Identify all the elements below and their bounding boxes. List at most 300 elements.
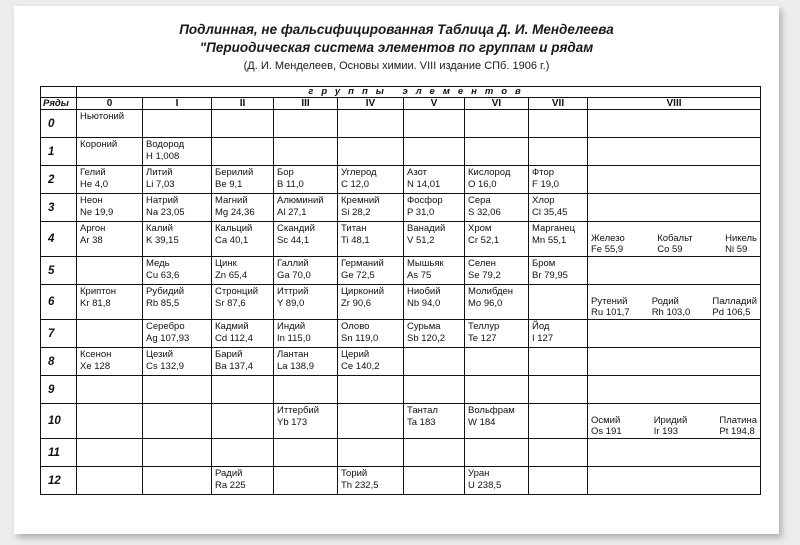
element-cell [404, 439, 465, 467]
element-entry [341, 258, 400, 281]
element-entry [654, 415, 688, 437]
title-line-1: Подлинная, не фальсифицированная Таблица Д. И. Менделеева [179, 22, 614, 37]
element-cell [529, 320, 588, 348]
element-entry [146, 286, 208, 309]
element-cell [212, 285, 274, 320]
element-symbol-weight: Ir 193 [653, 426, 679, 437]
element-cell [77, 320, 143, 348]
element-entry [468, 321, 525, 344]
element-name: Ванадий [407, 223, 446, 234]
element-cell [143, 166, 212, 194]
element-entry [468, 167, 525, 190]
element-cell [212, 320, 274, 348]
table-row [41, 138, 761, 166]
element-name: Рутений [591, 296, 628, 307]
element-cell [338, 439, 404, 467]
element-cell [212, 194, 274, 222]
element-cell [529, 194, 588, 222]
element-cell [77, 467, 143, 495]
element-name: Родий [651, 296, 679, 307]
element-entry [341, 167, 400, 190]
element-cell [338, 348, 404, 376]
element-name: Ниобий [407, 286, 441, 297]
element-cell [404, 110, 465, 138]
element-entry [277, 167, 334, 190]
element-symbol-weight: Y 89,0 [277, 297, 305, 309]
element-symbol-weight: Mo 96,0 [468, 297, 503, 309]
element-cell [77, 110, 143, 138]
element-symbol-weight: Cr 52,1 [468, 234, 500, 246]
element-cell [274, 348, 338, 376]
element-cell [465, 348, 529, 376]
element-symbol-weight: As 75 [407, 269, 432, 281]
element-name: Титан [341, 223, 367, 234]
element-entry [146, 258, 208, 281]
group-header: 0 [77, 98, 143, 110]
table-row [41, 348, 761, 376]
element-name: Калий [146, 223, 173, 234]
element-entry [468, 223, 525, 246]
group-header: V [404, 98, 465, 110]
group-header: VI [465, 98, 529, 110]
element-cell [77, 222, 143, 257]
table-row [41, 376, 761, 404]
element-cell [588, 110, 761, 138]
element-entry [341, 468, 400, 491]
element-name: Лантан [277, 349, 309, 360]
element-entry [341, 321, 400, 344]
element-symbol-weight: Cu 63,6 [146, 269, 180, 281]
element-cell [212, 376, 274, 404]
element-symbol-weight: Cl 35,45 [532, 206, 568, 218]
element-cell [588, 138, 761, 166]
element-cell [588, 194, 761, 222]
element-cell [212, 257, 274, 285]
row-number: 0 [41, 110, 77, 138]
element-symbol-weight: I 127 [532, 332, 554, 344]
corner-cell [41, 87, 77, 98]
element-entry [407, 405, 461, 428]
group-viii-triad [591, 223, 757, 255]
element-symbol-weight: Pd 106,5 [712, 307, 751, 318]
element-name: Серебро [146, 321, 185, 332]
element-cell [77, 439, 143, 467]
element-entry [80, 167, 139, 190]
element-symbol-weight: K 39,15 [146, 234, 179, 246]
element-name: Медь [146, 258, 170, 269]
element-entry [146, 321, 208, 344]
element-symbol-weight: In 115,0 [277, 332, 311, 344]
element-cell [77, 138, 143, 166]
element-symbol-weight: N 14,01 [407, 178, 441, 190]
element-entry [712, 296, 757, 318]
element-entry [80, 286, 139, 309]
element-symbol-weight: Nb 94,0 [407, 297, 441, 309]
element-cell [212, 166, 274, 194]
element-name: Торий [341, 468, 368, 479]
element-entry [215, 258, 270, 281]
element-cell [212, 404, 274, 439]
element-entry [532, 321, 584, 344]
element-symbol-weight: He 4,0 [80, 178, 108, 190]
element-symbol-weight: Ar 38 [80, 234, 103, 246]
element-cell [529, 439, 588, 467]
row-number: 8 [41, 348, 77, 376]
element-cell [404, 404, 465, 439]
table-row [41, 194, 761, 222]
element-name: Натрий [146, 195, 179, 206]
element-cell [338, 110, 404, 138]
element-entry [146, 167, 208, 190]
element-name: Кислород [468, 167, 511, 178]
group-header: I [143, 98, 212, 110]
element-cell [465, 285, 529, 320]
row-number: 12 [41, 467, 77, 495]
element-entry [532, 167, 584, 190]
element-cell [338, 404, 404, 439]
element-name: Иттербий [277, 405, 320, 416]
element-name: Короний [80, 139, 118, 150]
element-name: Цинк [215, 258, 237, 269]
element-entry [591, 296, 630, 318]
row-number: 9 [41, 376, 77, 404]
element-cell [338, 467, 404, 495]
element-entry [215, 286, 270, 309]
element-symbol-weight: Ba 137,4 [215, 360, 254, 372]
element-cell [465, 320, 529, 348]
element-cell [274, 467, 338, 495]
element-symbol-weight: Cs 132,9 [146, 360, 185, 372]
element-cell [143, 222, 212, 257]
element-symbol-weight: Br 79,95 [532, 269, 568, 281]
element-cell [465, 222, 529, 257]
groups-header-row [41, 87, 761, 98]
element-name: Берилий [215, 167, 254, 178]
element-cell [274, 376, 338, 404]
element-entry [725, 233, 757, 255]
element-name: Молибден [468, 286, 514, 297]
element-name: Индий [277, 321, 306, 332]
element-cell [404, 467, 465, 495]
element-entry [277, 286, 334, 309]
element-cell [143, 376, 212, 404]
element-name: Уран [468, 468, 490, 479]
element-entry [591, 233, 625, 255]
element-symbol-weight: Co 59 [657, 244, 683, 255]
element-name: Цезий [146, 349, 174, 360]
element-name: Ксенон [80, 349, 112, 360]
element-entry [468, 258, 525, 281]
element-name: Литий [146, 167, 173, 178]
row-number: 11 [41, 439, 77, 467]
element-symbol-weight: Ge 72,5 [341, 269, 375, 281]
element-entry [215, 321, 270, 344]
element-entry [146, 223, 208, 246]
element-entry [407, 258, 461, 281]
groups-label: группы элементов [77, 87, 761, 98]
row-number: 4 [41, 222, 77, 257]
element-symbol-weight: Pt 194,8 [719, 426, 755, 437]
element-name: Мышьяк [407, 258, 444, 269]
element-cell [143, 467, 212, 495]
element-cell [404, 257, 465, 285]
element-cell [143, 194, 212, 222]
element-entry [341, 349, 400, 372]
element-cell [212, 110, 274, 138]
element-entry [146, 349, 208, 372]
element-cell [529, 285, 588, 320]
group-header: II [212, 98, 274, 110]
element-cell [404, 166, 465, 194]
element-cell [338, 166, 404, 194]
element-cell [143, 320, 212, 348]
element-cell [588, 257, 761, 285]
table-row [41, 166, 761, 194]
element-symbol-weight: Sn 119,0 [341, 332, 379, 344]
element-entry [719, 415, 757, 437]
element-name: Аргон [80, 223, 106, 234]
element-cell [143, 439, 212, 467]
element-name: Тантал [407, 405, 438, 416]
element-name: Алюминий [277, 195, 324, 206]
element-name: Теллур [468, 321, 500, 332]
element-name: Водород [146, 139, 185, 150]
element-symbol-weight: Fe 55,9 [591, 244, 624, 255]
element-symbol-weight: Zn 65,4 [215, 269, 248, 281]
element-name: Марганец [532, 223, 576, 234]
element-cell [274, 222, 338, 257]
element-cell [465, 376, 529, 404]
element-cell [465, 194, 529, 222]
element-symbol-weight: Kr 81,8 [80, 297, 111, 309]
element-symbol-weight: Mn 55,1 [532, 234, 567, 246]
element-name: Рубидий [146, 286, 185, 297]
element-cell [588, 348, 761, 376]
element-name: Неон [80, 195, 103, 206]
element-cell [274, 257, 338, 285]
element-symbol-weight: Ag 107,93 [146, 332, 190, 344]
element-cell [404, 320, 465, 348]
element-symbol-weight: U 238,5 [468, 479, 502, 491]
table-row [41, 320, 761, 348]
element-entry [407, 321, 461, 344]
table-row [41, 439, 761, 467]
element-symbol-weight: W 184 [468, 416, 496, 428]
element-entry [277, 405, 334, 428]
element-cell [77, 285, 143, 320]
group-header: VIII [588, 98, 761, 110]
element-symbol-weight: O 16,0 [468, 178, 497, 190]
element-entry [146, 139, 208, 162]
row-number: 3 [41, 194, 77, 222]
element-cell [465, 439, 529, 467]
element-cell [404, 222, 465, 257]
element-symbol-weight: Xe 128 [80, 360, 111, 372]
element-entry [407, 223, 461, 246]
element-cell [77, 404, 143, 439]
element-name: Никель [725, 233, 757, 244]
element-cell [529, 257, 588, 285]
element-entry [407, 286, 461, 309]
element-name: Магний [215, 195, 248, 206]
element-entry [277, 349, 334, 372]
element-symbol-weight: Na 23,05 [146, 206, 185, 218]
element-name: Кобальт [657, 233, 693, 244]
element-symbol-weight: Th 232,5 [341, 479, 379, 491]
element-cell [404, 194, 465, 222]
element-cell [588, 467, 761, 495]
element-symbol-weight: Al 27,1 [277, 206, 307, 218]
element-symbol-weight: H 1,008 [146, 150, 180, 162]
element-entry [146, 195, 208, 218]
element-name: Бром [532, 258, 556, 269]
element-symbol-weight: Sr 87,6 [215, 297, 246, 309]
element-cell [77, 348, 143, 376]
element-cell [338, 376, 404, 404]
element-cell [274, 166, 338, 194]
element-cell [588, 439, 761, 467]
element-entry [468, 405, 525, 428]
element-cell [338, 257, 404, 285]
element-cell [274, 194, 338, 222]
element-name: Галлий [277, 258, 309, 269]
element-name: Криптон [80, 286, 117, 297]
element-entry [591, 415, 622, 437]
element-cell [338, 194, 404, 222]
rows-label: Ряды [41, 98, 77, 110]
element-symbol-weight: Ne 19,9 [80, 206, 114, 218]
element-name: Радий [215, 468, 243, 479]
element-name: Азот [407, 167, 428, 178]
table-row [41, 404, 761, 439]
element-name: Вольфрам [468, 405, 515, 416]
element-entry [341, 286, 400, 309]
table-row [41, 467, 761, 495]
element-symbol-weight: V 51,2 [407, 234, 435, 246]
element-name: Бор [277, 167, 294, 178]
element-name: Хлор [532, 195, 555, 206]
element-symbol-weight: Ta 183 [407, 416, 436, 428]
element-cell [588, 222, 761, 257]
element-cell [338, 320, 404, 348]
element-cell [212, 348, 274, 376]
element-name: Селен [468, 258, 496, 269]
element-cell [77, 194, 143, 222]
element-name: Иридий [653, 415, 688, 426]
element-name: Стронций [215, 286, 259, 297]
group-viii-triad [591, 405, 757, 437]
element-name: Осмий [591, 415, 621, 426]
element-symbol-weight: Zr 90,6 [341, 297, 372, 309]
element-cell [143, 404, 212, 439]
element-symbol-weight: F 19,0 [532, 178, 559, 190]
element-entry [277, 195, 334, 218]
element-symbol-weight: Ni 59 [725, 244, 748, 255]
element-entry [532, 195, 584, 218]
element-entry [215, 223, 270, 246]
row-number: 6 [41, 285, 77, 320]
element-cell [465, 166, 529, 194]
element-entry [80, 111, 139, 123]
element-cell [529, 110, 588, 138]
element-name: Кадмий [215, 321, 249, 332]
element-name: Хром [468, 223, 492, 234]
element-entry [657, 233, 692, 255]
element-entry [277, 321, 334, 344]
element-name: Фтор [532, 167, 555, 178]
group-header: III [274, 98, 338, 110]
element-cell [588, 166, 761, 194]
element-cell [77, 166, 143, 194]
element-cell [529, 404, 588, 439]
element-entry [468, 286, 525, 309]
element-symbol-weight: Sb 120,2 [407, 332, 446, 344]
element-name: Палладий [712, 296, 758, 307]
element-cell [465, 110, 529, 138]
element-entry [80, 349, 139, 372]
element-symbol-weight: S 32,06 [468, 206, 501, 218]
element-cell [143, 110, 212, 138]
element-cell [465, 138, 529, 166]
element-entry [215, 468, 270, 491]
element-cell [588, 404, 761, 439]
element-cell [212, 439, 274, 467]
element-symbol-weight: Sc 44,1 [277, 234, 310, 246]
element-entry [215, 167, 270, 190]
group-viii-triad [591, 286, 757, 318]
element-cell [274, 439, 338, 467]
element-symbol-weight: Rb 85,5 [146, 297, 180, 309]
periodic-table [40, 86, 761, 495]
element-cell [274, 320, 338, 348]
element-name: Фосфор [407, 195, 443, 206]
element-cell [274, 110, 338, 138]
element-name: Платина [719, 415, 758, 426]
element-name: Углерод [341, 167, 377, 178]
table-row [41, 285, 761, 320]
element-name: Барий [215, 349, 243, 360]
element-entry [407, 167, 461, 190]
element-cell [338, 285, 404, 320]
element-cell [465, 467, 529, 495]
element-cell [274, 285, 338, 320]
element-cell [404, 348, 465, 376]
element-name: Иттрий [277, 286, 309, 297]
element-cell [404, 376, 465, 404]
element-cell [77, 376, 143, 404]
element-cell [588, 376, 761, 404]
table-row [41, 257, 761, 285]
element-cell [338, 138, 404, 166]
element-entry [468, 195, 525, 218]
element-name: Сера [468, 195, 491, 206]
element-entry [80, 223, 139, 246]
element-symbol-weight: P 31,0 [407, 206, 435, 218]
element-symbol-weight: Os 191 [591, 426, 622, 437]
element-symbol-weight: Ti 48,1 [341, 234, 370, 246]
element-symbol-weight: Be 9,1 [215, 178, 243, 190]
group-header: VII [529, 98, 588, 110]
element-name: Церий [341, 349, 370, 360]
element-symbol-weight: Ru 101,7 [591, 307, 630, 318]
element-cell [274, 404, 338, 439]
element-cell [404, 138, 465, 166]
element-name: Йод [532, 321, 550, 332]
element-symbol-weight: Ga 70,0 [277, 269, 311, 281]
element-symbol-weight: La 138,9 [277, 360, 314, 372]
element-cell [529, 166, 588, 194]
element-cell [529, 222, 588, 257]
